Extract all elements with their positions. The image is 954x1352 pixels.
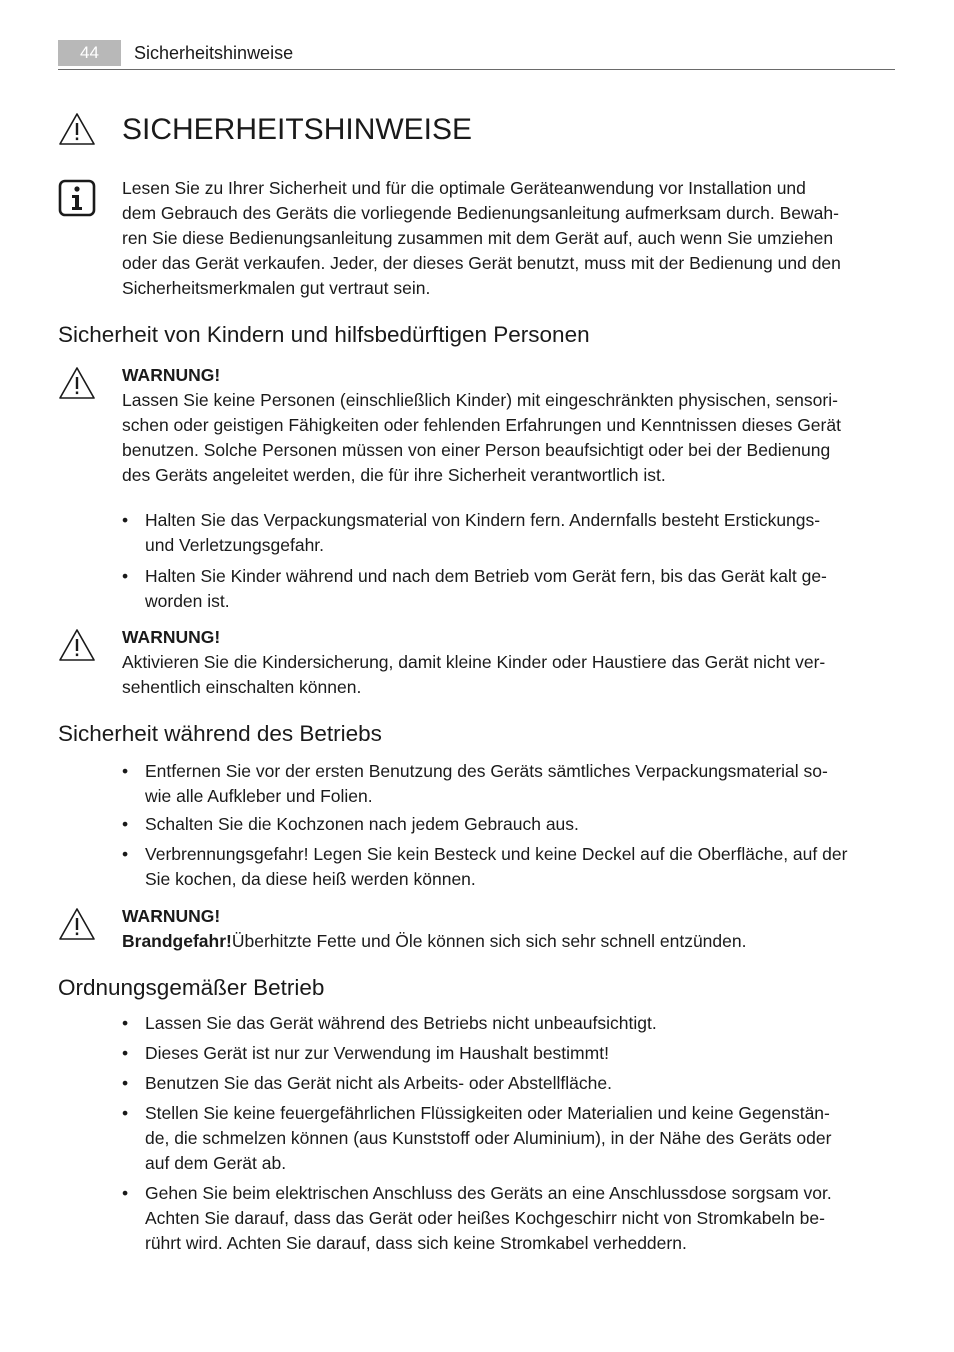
list-item-text: Halten Sie Kinder während und nach dem Betrieb vom Gerät fern, bis das Gerät kalt ge- worden ist. [145,566,827,611]
warning-text: Lassen Sie keine Personen (einschließlich Kinder) mit eingeschränkten physischen, sensori- schen oder geistigen Fähigkeiten oder fehlenden Erfahrungen und Kenntnissen dieses Gerät benutzen. Solche Personen müssen von einer Person beaufsichtigt oder bei der Bedienung des Geräts angeleitet werden, die für ihre Sicherheit verantwortlich ist. [122,390,841,485]
section-heading-children: Sicherheit von Kindern und hilfsbedürftigen Personen [58,322,590,347]
bullet-marker: • [122,566,129,586]
bullet-marker: • [122,814,129,834]
warning-triangle-icon [58,628,96,664]
list-item-text: Verbrennungsgefahr! Legen Sie kein Besteck und keine Deckel auf die Oberfläche, auf der Sie kochen, da diese heiß werden können. [145,844,848,889]
running-title: Sicherheitshinweise [134,43,294,63]
list-item-text: Lassen Sie das Gerät während des Betriebs nicht unbeaufsichtigt. [145,1013,657,1033]
warning-text [122,929,894,954]
list-item-text: Gehen Sie beim elektrischen Anschluss des Geräts an eine Anschlussdose sorgsam vor. Achten Sie darauf, dass das Gerät oder heißes Kochgeschirr nicht von Stromkabeln be- rührt wird. Achten Sie darauf, dass sich keine Stromkabel verheddern. [145,1183,832,1253]
warning-triangle-icon [58,366,96,402]
warning-body: Überhitzte Fette und Öle können sich sich sehr schnell entzünden. [231,931,747,951]
bullet-marker: • [122,1013,129,1033]
warning-label: WARNUNG! [122,906,221,926]
warning-label: WARNUNG! [122,365,221,385]
bullet-marker: • [122,761,129,781]
list-item-text: Schalten Sie die Kochzonen nach jedem Gebrauch aus. [145,814,579,834]
intro-text: Lesen Sie zu Ihrer Sicherheit und für die optimale Geräteanwendung vor Installation und dem Gebrauch des Geräts die vorliegende Bedienungsanleitung aufmerksam durch. Bewah- ren Sie diese Bedienungsanleitung zusammen mit dem Gerät auf, auch wenn Sie umziehen oder das Gerät verkaufen. Jeder, der dieses Gerät benutzt, muss mit der Bedienung und den Sicherheitsmerkmalen gut vertraut sein. [122,178,841,298]
list-item-text: Entfernen Sie vor der ersten Benutzung des Geräts sämtliches Verpackungsmaterial so- wie alle Aufkleber und Folien. [145,761,828,806]
warning-text: Aktivieren Sie die Kindersicherung, damit kleine Kinder oder Haustiere das Gerät nicht ver- sehentlich einschalten können. [122,652,826,697]
bullet-marker: • [122,510,129,530]
warning-triangle-icon [58,907,96,943]
bullet-marker: • [122,844,129,864]
warning-lead: Brandgefahr! [122,931,232,951]
warning-triangle-icon [58,112,96,148]
bullet-marker: • [122,1073,129,1093]
section-heading-proper-use: Ordnungsgemäßer Betrieb [58,975,325,1000]
page-title: SICHERHEITSHINWEISE [122,113,473,146]
bullet-marker: • [122,1103,129,1123]
warning-label: WARNUNG! [122,627,221,647]
header-rule [58,69,895,70]
list-item-text: Benutzen Sie das Gerät nicht als Arbeits- oder Abstellfläche. [145,1073,612,1093]
info-icon [58,179,96,215]
bullet-marker: • [122,1043,129,1063]
list-item-text: Dieses Gerät ist nur zur Verwendung im Haushalt bestimmt! [145,1043,609,1063]
bullet-marker: • [122,1183,129,1203]
page-number: 44 [58,40,121,66]
list-item-text: Halten Sie das Verpackungsmaterial von Kindern fern. Andernfalls besteht Erstickungs- und Verletzungsgefahr. [145,510,821,555]
section-heading-operation: Sicherheit während des Betriebs [58,721,382,746]
list-item-text: Stellen Sie keine feuergefährlichen Flüssigkeiten oder Materialien und keine Gegenstän- de, die schmelzen können (aus Kunststoff oder Aluminium), in der Nähe des Geräts oder auf dem Gerät ab. [145,1103,832,1173]
